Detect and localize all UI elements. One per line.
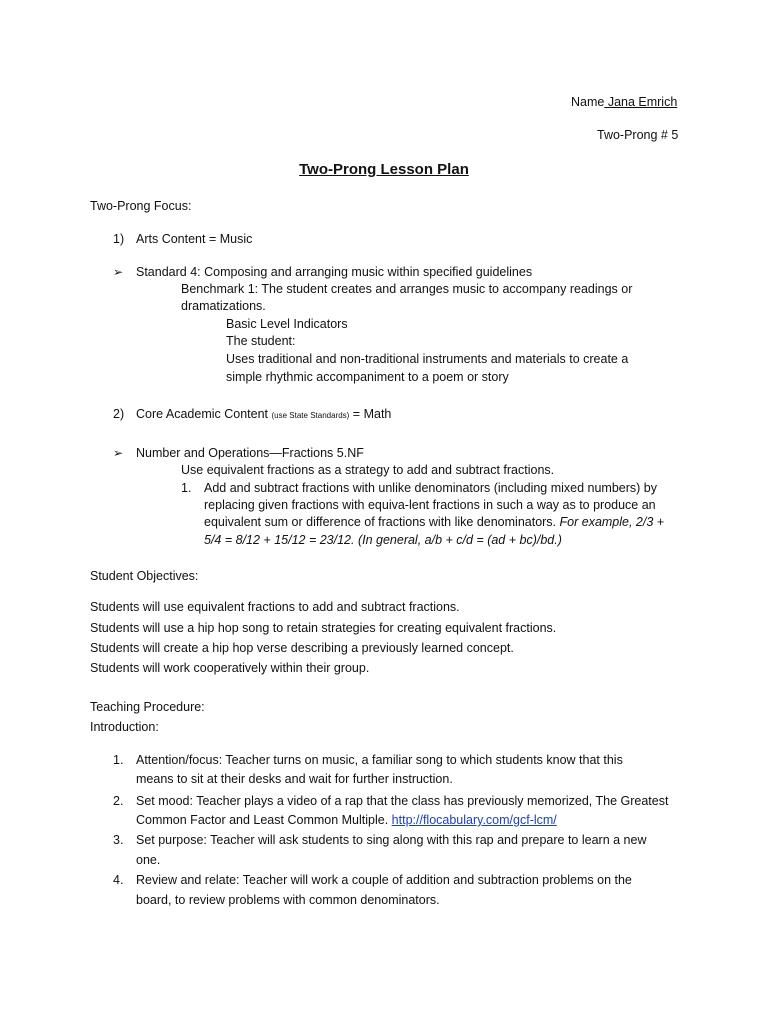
uses-line-2: simple rhythmic accompaniment to a poem or story [226,370,509,384]
focus-item1-number: 1) [113,232,125,246]
standard-line: Standard 4: Composing and arranging music within specified guidelines [136,265,533,279]
sub-item-line-3 [204,513,664,531]
name-line [571,93,677,111]
focus-item2-number: 2) [113,407,125,421]
core-content-subject: = Math [349,407,392,421]
name-value: Jana Emrich [604,95,678,109]
step-number: 2. [113,794,124,808]
objective-item: Students will create a hip hop verse describing a previously learned concept. [90,641,514,655]
step-line-2: one. [136,853,161,867]
focus-item2-text [136,405,391,425]
numops-line: Number and Operations—Fractions 5.NF [136,446,364,460]
step-number: 1. [113,753,124,767]
focus-item1-text: Arts Content = Music [136,232,253,246]
objective-item: Students will use a hip hop song to retain strategies for creating equivalent fractions. [90,621,557,635]
assignment-number: Two-Prong # 5 [597,128,679,142]
indicators-heading: Basic Level Indicators [226,317,348,331]
sub-item-line-2: replacing given fractions with equiva-lent fractions in such a way as to produce an [204,498,656,512]
objective-item: Students will work cooperatively within their group. [90,661,370,675]
objectives-heading: Student Objectives: [90,569,199,583]
name-label: Name [571,95,605,109]
step-line-2 [136,811,557,829]
benchmark-line-2: dramatizations. [181,299,266,313]
step-line-1: Set purpose: Teacher will ask students to sing along with this rap and prepare to learn a new [136,833,647,847]
step-line-1: Set mood: Teacher plays a video of a rap that the class has previously memorized, The Greatest [136,794,669,808]
sub-item-number: 1. [181,481,192,495]
step-number: 4. [113,873,124,887]
sub-item-line-1: Add and subtract fractions with unlike denominators (including mixed numbers) by [204,481,658,495]
sub-item-line-3-text: equivalent sum or difference of fractions with like denominators. [204,515,560,529]
bullet-arrow-icon: ➢ [113,446,124,460]
introduction-heading: Introduction: [90,720,159,734]
page-title: Two-Prong Lesson Plan [299,161,469,178]
objective-item: Students will use equivalent fractions to add and subtract fractions. [90,600,460,614]
state-standards-note: (use State Standards) [271,411,350,420]
flocabulary-link[interactable]: http://flocabulary.com/gcf-lcm/ [391,813,557,827]
equivalent-fractions-line: Use equivalent fractions as a strategy to add and subtract fractions. [181,463,555,477]
step-line-1: Attention/focus: Teacher turns on music, a familiar song to which students know that this [136,753,623,767]
core-content-label: Core Academic Content [136,407,272,421]
step-number: 3. [113,833,124,847]
the-student-label: The student: [226,334,296,348]
step-line-2-text: Common Factor and Least Common Multiple. [136,813,392,827]
procedure-heading: Teaching Procedure: [90,700,205,714]
focus-heading: Two-Prong Focus: [90,199,192,213]
step-line-2: board, to review problems with common denominators. [136,893,440,907]
example-text: For example, 2/3 + [559,515,665,529]
bullet-arrow-icon: ➢ [113,265,124,279]
step-line-2: means to sit at their desks and wait for further instruction. [136,772,453,786]
sub-item-line-4: 5/4 = 8/12 + 15/12 = 23/12. (In general, a/b + c/d = (ad + bc)/bd.) [204,533,562,547]
benchmark-line-1: Benchmark 1: The student creates and arranges music to accompany readings or [181,282,633,296]
uses-line-1: Uses traditional and non-traditional instruments and materials to create a [226,352,629,366]
step-line-1: Review and relate: Teacher will work a couple of addition and subtraction problems on the [136,873,632,887]
